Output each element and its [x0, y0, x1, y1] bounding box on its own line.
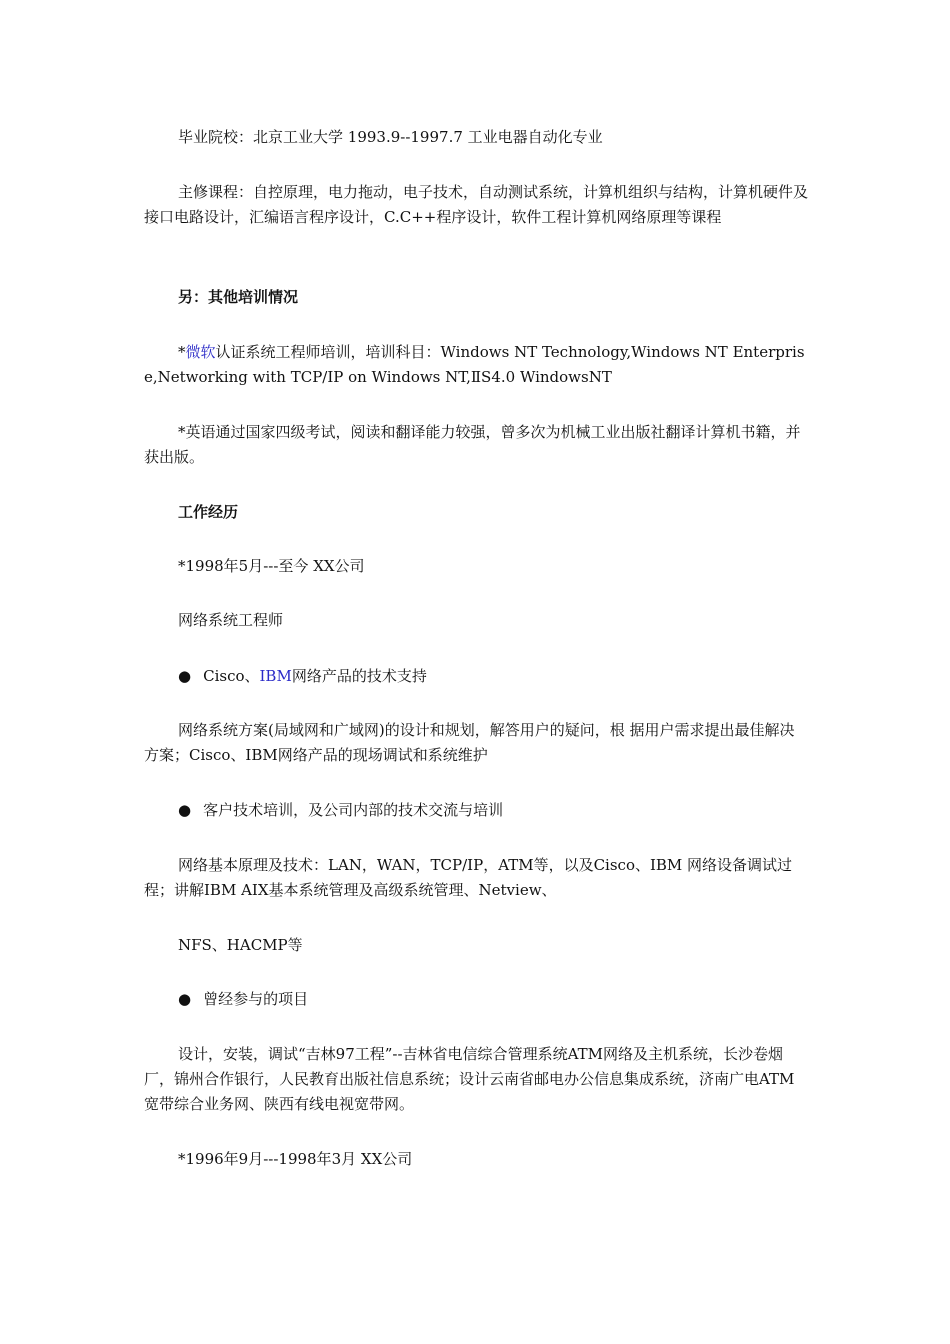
microsoft-training-text: 认证系统工程师培训，培训科目：Windows NT Technology,Windows NT Enterprise,Networking with TCP/IP on Windows NT,ⅡS4.0 WindowsNT	[144, 343, 805, 386]
bullet-text-pre: Cisco、	[203, 667, 260, 685]
asterisk: *	[178, 343, 186, 361]
bullet-item-projects	[178, 987, 809, 1012]
bullet-icon: ●	[178, 990, 192, 1008]
job1-period: *1998年5月---至今 XX公司	[178, 557, 365, 575]
training-detail-paragraph: 网络基本原理及技术：LAN，WAN，TCP/IP，ATM等，以及Cisco、IBM 网络设备调试过程；讲解IBM AIX基本系统管理及高级系统管理、Netview、	[144, 856, 793, 899]
english-paragraph: *英语通过国家四级考试，阅读和翻译能力较强，曾多次为机械工业出版社翻译计算机书籍，并获出版。	[144, 423, 801, 466]
courses-paragraph: 主修课程：自控原理，电力拖动，电子技术，自动测试系统，计算机组织与结构，计算机硬件及接口电路设计，汇编语言程序设计，C.C++程序设计，软件工程计算机网络原理等课程	[144, 183, 809, 226]
bullet-item-training	[178, 798, 809, 823]
bullet-icon: ●	[178, 801, 192, 819]
support-detail-paragraph: 网络系统方案(局域网和广域网)的设计和规划，解答用户的疑问，根 据用户需求提出最佳解决方案；Cisco、IBM网络产品的现场调试和系统维护	[144, 721, 795, 764]
work-heading: 工作经历	[178, 503, 239, 521]
bullet-text: 客户技术培训，及公司内部的技术交流与培训	[203, 801, 504, 819]
microsoft-link[interactable]: 微软	[185, 343, 216, 361]
bullet-item-support	[178, 664, 809, 689]
school-line: 毕业院校：北京工业大学 1993.9--1997.7 工业电器自动化专业	[178, 128, 603, 146]
projects-detail-paragraph: 设计，安装，调试“吉林97工程”--吉林省电信综合管理系统ATM网络及主机系统，长沙卷烟厂，锦州合作银行，人民教育出版社信息系统；设计云南省邮电办公信息集成系统，济南广电ATM宽带综合业务网、陕西有线电视宽带网。	[144, 1045, 795, 1113]
training-detail-continued: NFS、HACMP等	[178, 936, 303, 954]
job2-period: *1996年9月---1998年3月 XX公司	[178, 1150, 413, 1168]
bullet-text: 曾经参与的项目	[203, 990, 309, 1008]
ibm-link[interactable]: IBM	[259, 667, 292, 685]
bullet-icon: ●	[178, 667, 192, 685]
microsoft-training-paragraph	[144, 340, 809, 390]
job1-title: 网络系统工程师	[178, 611, 284, 629]
bullet-text-post: 网络产品的技术支持	[291, 667, 427, 685]
training-heading: 另：其他培训情况	[178, 288, 299, 306]
